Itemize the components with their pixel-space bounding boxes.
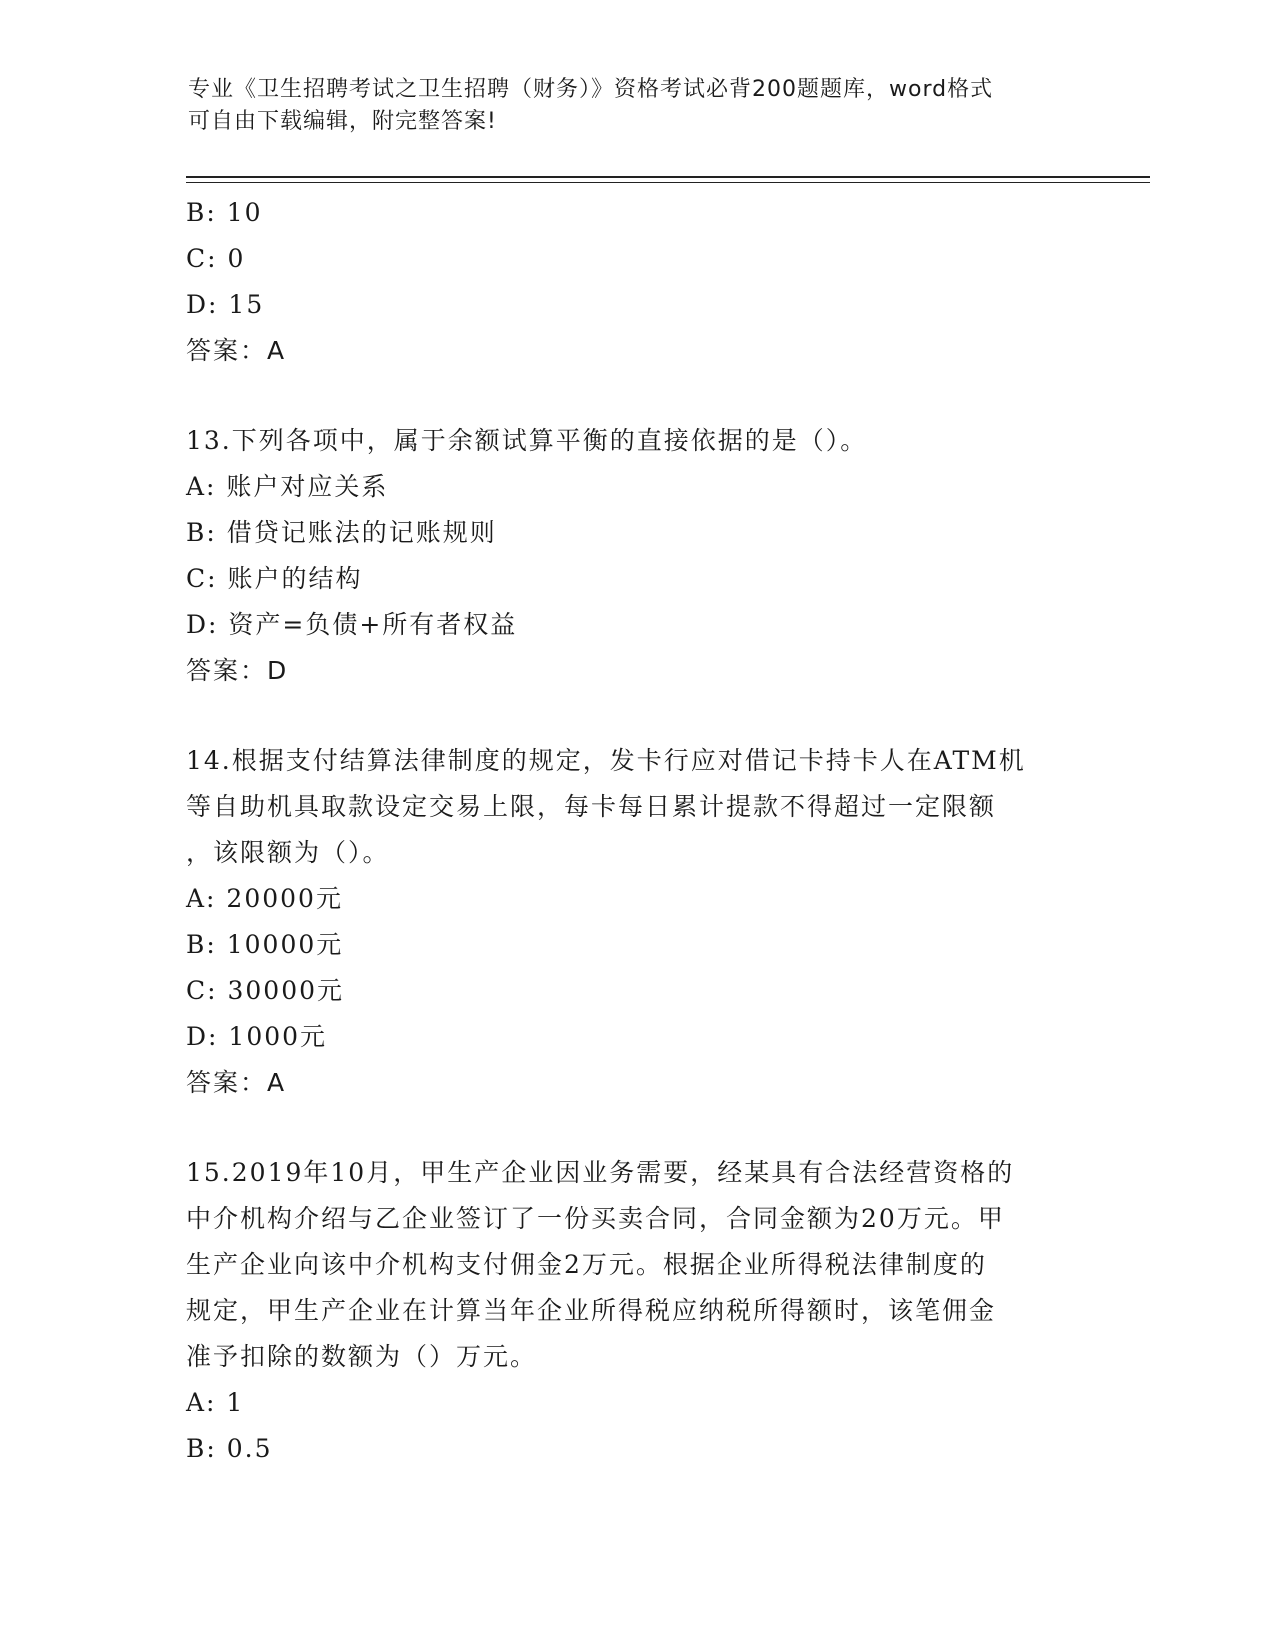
question-stem-line: 中介机构介绍与乙企业签订了一份买卖合同，合同金额为20万元。甲 bbox=[186, 1204, 1005, 1233]
option-a: A: 20000元 bbox=[186, 884, 343, 913]
document-header bbox=[188, 74, 1068, 138]
option-d: D: 1000元 bbox=[186, 1022, 328, 1051]
question-stem-line: 准予扣除的数额为（）万元。 bbox=[186, 1342, 538, 1371]
option-b: B: 10 bbox=[186, 198, 263, 227]
question-stem: 13.下列各项中，属于余额试算平衡的直接依据的是（）。 bbox=[186, 426, 868, 455]
question-stem-line: 等自助机具取款设定交易上限，每卡每日累计提款不得超过一定限额 bbox=[186, 792, 997, 821]
question-12 bbox=[186, 190, 1086, 374]
question-stem-line: 15.2019年10月，甲生产企业因业务需要，经某具有合法经营资格的 bbox=[186, 1158, 1015, 1187]
option-c: C: 账户的结构 bbox=[186, 564, 363, 593]
header-line-1: 专业《卫生招聘考试之卫生招聘（财务）》资格考试必背200题题库，word格式 bbox=[188, 77, 994, 102]
option-b: B: 10000元 bbox=[186, 930, 344, 959]
question-stem-line: 规定，甲生产企业在计算当年企业所得税应纳税所得额时，该笔佣金 bbox=[186, 1296, 997, 1325]
option-d: D: 15 bbox=[186, 290, 265, 319]
question-stem-line: 生产企业向该中介机构支付佣金2万元。根据企业所得税法律制度的 bbox=[186, 1250, 987, 1279]
option-b: B: 借贷记账法的记账规则 bbox=[186, 518, 497, 547]
header-divider-thick bbox=[186, 176, 1150, 178]
option-a: A: 1 bbox=[186, 1388, 245, 1417]
header-line-2: 可自由下载编辑，附完整答案! bbox=[188, 109, 497, 134]
answer-label: 答案：D bbox=[186, 656, 289, 685]
option-b: B: 0.5 bbox=[186, 1434, 273, 1463]
option-c: C: 30000元 bbox=[186, 976, 345, 1005]
question-stem-line: ，该限额为（）。 bbox=[186, 838, 390, 867]
answer-label: 答案：A bbox=[186, 1068, 287, 1097]
option-d: D: 资产=负债+所有者权益 bbox=[186, 610, 518, 639]
option-c: C: 0 bbox=[186, 244, 246, 273]
question-14 bbox=[186, 738, 1086, 1106]
question-15 bbox=[186, 1150, 1086, 1472]
header-divider-thin bbox=[186, 182, 1150, 183]
answer-label: 答案：A bbox=[186, 336, 287, 365]
question-list bbox=[186, 190, 1086, 1472]
option-a: A: 账户对应关系 bbox=[186, 472, 389, 501]
question-stem-line: 14.根据支付结算法律制度的规定，发卡行应对借记卡持卡人在ATM机 bbox=[186, 746, 1026, 775]
question-13 bbox=[186, 418, 1086, 694]
